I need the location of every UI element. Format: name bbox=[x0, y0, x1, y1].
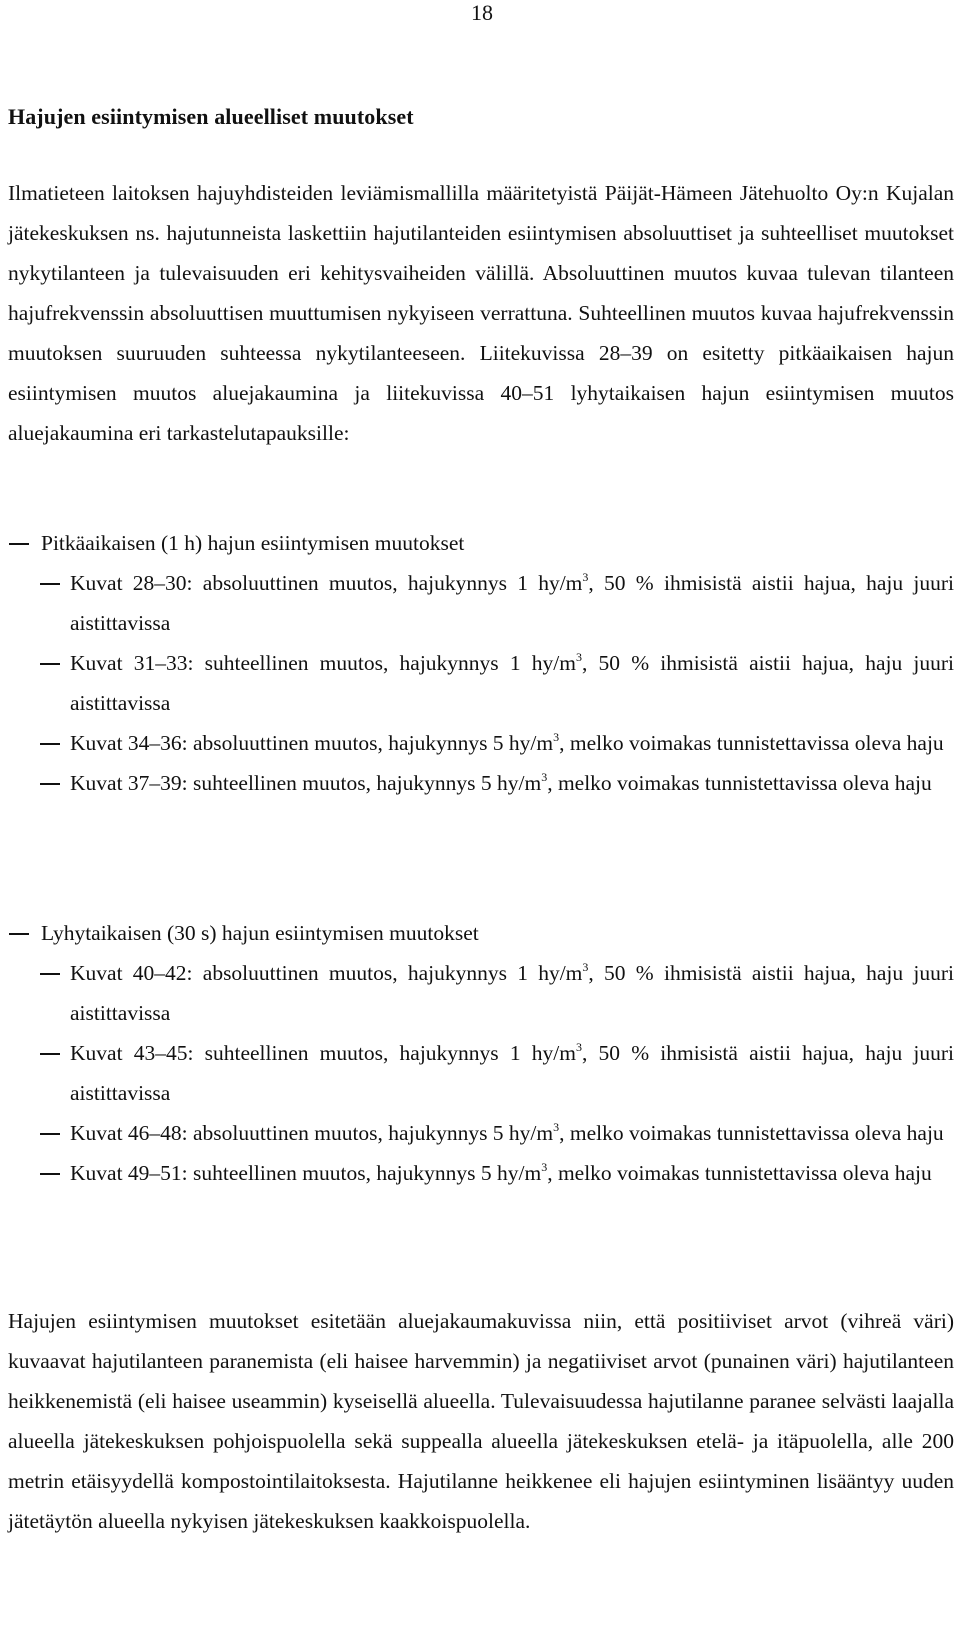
item-text: Kuvat 28–30: absoluuttinen muutos, hajukynnys 1 hy/m bbox=[70, 571, 583, 595]
unit-exponent: 3 bbox=[582, 570, 589, 584]
list-item bbox=[8, 723, 954, 763]
list-title-text: Lyhytaikaisen (30 s) hajun esiintymisen muutokset bbox=[41, 921, 479, 945]
list-title-text: Pitkäaikaisen (1 h) hajun esiintymisen muutokset bbox=[41, 531, 465, 555]
item-text: Kuvat 40–42: absoluuttinen muutos, hajukynnys 1 hy/m bbox=[70, 961, 583, 985]
item-text-tail: , melko voimakas tunnistettavissa oleva haju bbox=[547, 771, 932, 795]
list-title bbox=[8, 523, 954, 563]
unit-exponent: 3 bbox=[541, 770, 548, 784]
item-text-tail: , melko voimakas tunnistettavissa oleva haju bbox=[559, 1121, 944, 1145]
list-item bbox=[8, 763, 954, 803]
item-text: Kuvat 46–48: absoluuttinen muutos, hajukynnys 5 hy/m bbox=[70, 1121, 554, 1145]
page-number: 18 bbox=[471, 0, 493, 25]
unit-exponent: 3 bbox=[575, 650, 582, 664]
item-text: Kuvat 49–51: suhteellinen muutos, hajukynnys 5 hy/m bbox=[70, 1161, 542, 1185]
item-text-tail: , 50 % ihmisistä aistii hajua, haju juuri aistittavissa bbox=[70, 571, 954, 635]
list-item bbox=[8, 953, 954, 1033]
long-term-odour-list bbox=[8, 523, 954, 803]
closing-paragraph: Hajujen esiintymisen muutokset esitetään aluejakaumakuvissa niin, että positiiviset arvot (vihreä väri) kuvaavat hajutilanteen paranemista (eli haisee harvemmin) ja negatiiviset arvot (punainen väri) hajutilanteen heikkenemistä (eli haisee useammin) kyseisellä alueella. Tulevaisuudessa hajutilanne paranee selvästi laajalla alueella jätekeskuksen pohjoispuolella sekä suppealla alueella jätekeskuksen etelä- ja itäpuolella, alle 200 metrin etäisyydellä kompostointilaitoksesta. Hajutilanne heikkenee eli hajujen esiintyminen lisääntyy uuden jätetäytön alueella nykyisen jätekeskuksen kaakkoispuolella. bbox=[8, 1309, 954, 1533]
section-heading: Hajujen esiintymisen alueelliset muutokset bbox=[8, 104, 414, 129]
list-item bbox=[8, 1113, 954, 1153]
figure-items bbox=[8, 563, 954, 803]
unit-exponent: 3 bbox=[575, 1040, 582, 1054]
item-text-tail: , melko voimakas tunnistettavissa oleva haju bbox=[559, 731, 944, 755]
item-text: Kuvat 37–39: suhteellinen muutos, hajukynnys 5 hy/m bbox=[70, 771, 542, 795]
item-text: Kuvat 31–33: suhteellinen muutos, hajukynnys 1 hy/m bbox=[70, 651, 576, 675]
figure-items bbox=[8, 953, 954, 1193]
list-item bbox=[8, 643, 954, 723]
item-text-tail: , melko voimakas tunnistettavissa oleva haju bbox=[547, 1161, 932, 1185]
unit-exponent: 3 bbox=[541, 1160, 548, 1174]
unit-exponent: 3 bbox=[553, 730, 560, 744]
item-text: Kuvat 43–45: suhteellinen muutos, hajukynnys 1 hy/m bbox=[70, 1041, 576, 1065]
item-text: Kuvat 34–36: absoluuttinen muutos, hajukynnys 5 hy/m bbox=[70, 731, 554, 755]
unit-exponent: 3 bbox=[553, 1120, 560, 1134]
list-title bbox=[8, 913, 954, 953]
item-text-tail: , 50 % ihmisistä aistii hajua, haju juuri aistittavissa bbox=[70, 961, 954, 1025]
list-item bbox=[8, 1153, 954, 1193]
intro-paragraph: Ilmatieteen laitoksen hajuyhdisteiden leviämismallilla määritetyistä Päijät-Hämeen Jätehuolto Oy:n Kujalan jätekeskuksen ns. hajutunneista laskettiin hajutilanteiden esiintymisen absoluuttiset ja suhteelliset muutokset nykytilanteen ja tulevaisuuden eri kehitysvaiheiden välillä. Absoluuttinen muutos kuvaa tulevan tilanteen hajufrekvenssin absoluuttisen muuttumisen nykyiseen verrattuna. Suhteellinen muutos kuvaa hajufrekvenssin muutoksen suuruuden suhteessa nykytilanteeseen. Liitekuvissa 28–39 on esitetty pitkäaikaisen hajun esiintymisen muutos aluejakaumina ja liitekuvissa 40–51 lyhytaikaisen hajun esiintymisen muutos aluejakaumina eri tarkastelutapauksille: bbox=[8, 181, 954, 445]
short-term-odour-list bbox=[8, 913, 954, 1193]
item-text-tail: , 50 % ihmisistä aistii hajua, haju juuri aistittavissa bbox=[70, 1041, 954, 1105]
list-item bbox=[8, 1033, 954, 1113]
item-text-tail: , 50 % ihmisistä aistii hajua, haju juuri aistittavissa bbox=[70, 651, 954, 715]
list-item bbox=[8, 563, 954, 643]
unit-exponent: 3 bbox=[582, 960, 589, 974]
